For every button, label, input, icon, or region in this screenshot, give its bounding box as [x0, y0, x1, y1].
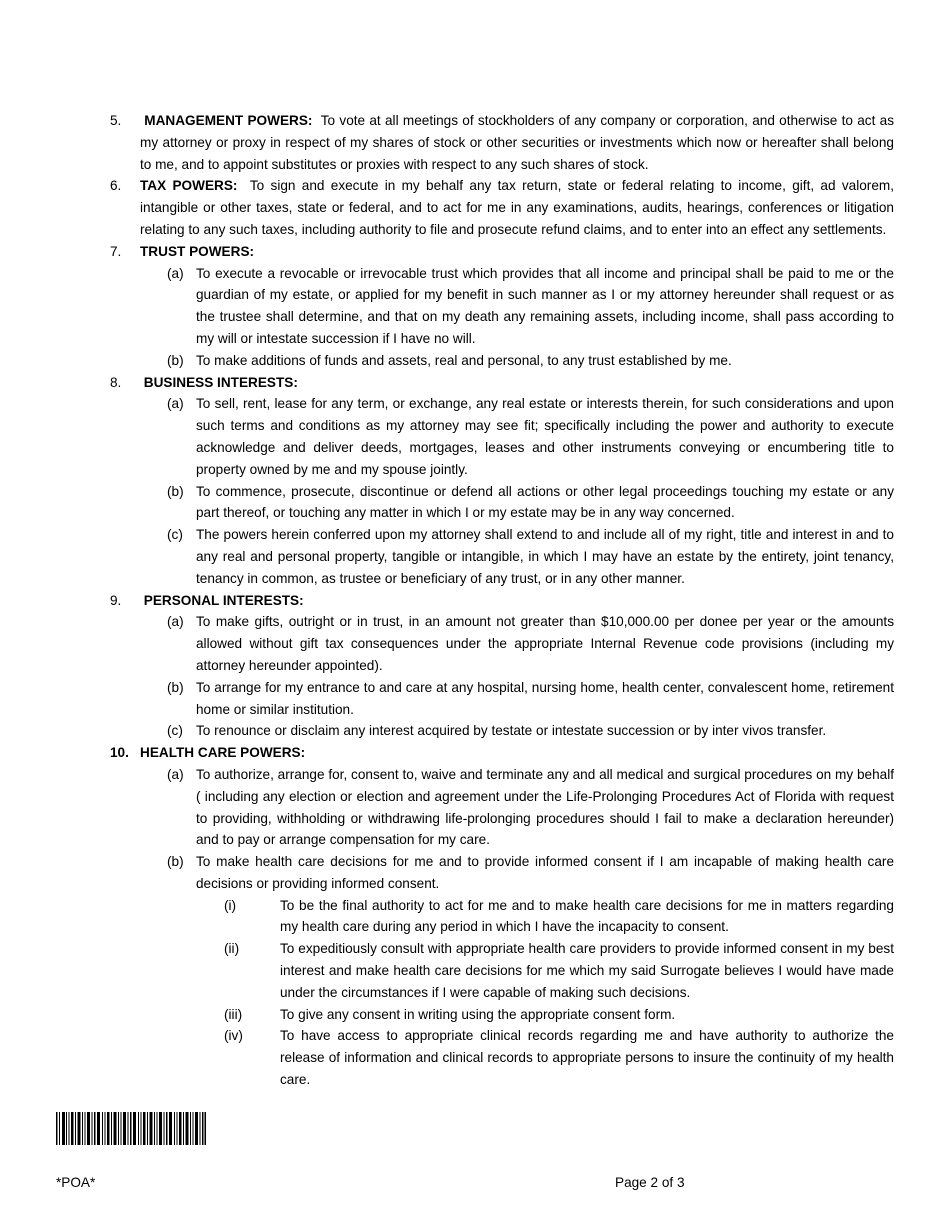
- item-label: (a): [167, 766, 184, 782]
- roman-list-item: [110, 1004, 894, 1026]
- section-business-interests: [110, 372, 894, 394]
- section-number: 5.: [110, 113, 122, 128]
- section-title: BUSINESS INTERESTS:: [143, 374, 298, 390]
- item-label: (ii): [224, 941, 240, 957]
- list-item: [110, 677, 894, 721]
- item-label: (c): [167, 723, 183, 739]
- list-item: [110, 263, 894, 350]
- section-text: [140, 113, 894, 172]
- section-number: 6.: [110, 178, 122, 194]
- item-label: (iii): [224, 1006, 243, 1022]
- section-tax-powers: [110, 175, 894, 240]
- item-text: To arrange for my entrance to and care at any hospital, nursing home, health center, convalescent home, retirement home or similar institution.: [196, 679, 894, 717]
- section-number: 7.: [110, 243, 122, 259]
- item-label: (b): [167, 483, 184, 499]
- list-item: [110, 524, 894, 589]
- list-item: [110, 350, 894, 372]
- document-body: [110, 110, 894, 1091]
- item-label: (a): [167, 265, 184, 281]
- list-item: [110, 720, 894, 742]
- item-text: To make gifts, outright or in trust, in an amount not greater than $10,000.00 per donee per year or the amounts allowed without gift tax consequences under the appropriate Internal Revenue code provisions (including my attorney hereunder appointed).: [196, 614, 894, 673]
- section-number: 10.: [110, 745, 129, 761]
- section-body: To vote at all meetings of stockholders of any company or corporation, and otherwise to act as my attorney or proxy in respect of my shares of stock or other securities or investments which now or hereafter shall belong to me, and to appoint substitutes or proxies with respect to any such shares of stock.: [140, 113, 894, 172]
- item-text: The powers herein conferred upon my attorney shall extend to and include all of my right, title and interest in and to any real and personal property, tangible or intangible, in which I may have an estate by the entirety, joint tenancy, tenancy in common, as trustee or beneficiary of any trust, or in any other manner.: [196, 527, 894, 586]
- roman-list-item: [110, 1025, 894, 1090]
- item-text: To make additions of funds and assets, real and personal, to any trust established by me.: [196, 352, 732, 368]
- item-text: To renounce or disclaim any interest acquired by testate or intestate succession or by inter vivos transfer.: [196, 723, 827, 739]
- section-title: TAX POWERS:: [140, 178, 238, 194]
- section-text: [140, 178, 894, 237]
- item-text: To expeditiously consult with appropriate health care providers to provide informed consent in my best interest and make health care decisions for me which my said Surrogate believes I would have made under the circumstances if I were capable of making such decisions.: [280, 941, 894, 1000]
- item-label: (iv): [224, 1028, 243, 1044]
- item-label: (c): [167, 527, 183, 543]
- section-number: 9.: [110, 592, 122, 608]
- item-text: To commence, prosecute, discontinue or defend all actions or other legal proceedings touching my estate or any part thereof, or touching any matter in which I or my estate may be in any way concerned.: [196, 483, 894, 521]
- section-title: HEALTH CARE POWERS:: [140, 745, 306, 761]
- item-text: To authorize, arrange for, consent to, waive and terminate any and all medical and surgical procedures on my behalf ( including any election or election and agreement under the Life-Prolonging Procedures Act of Florida with request to providing, withholding or withdrawing life-prolonging procedures should I fail to make a declaration hereunder) and to pay or arrange compensation for my care.: [196, 766, 894, 848]
- item-label: (a): [167, 614, 184, 630]
- section-title: MANAGEMENT POWERS:: [144, 113, 313, 128]
- item-text: To make health care decisions for me and to provide informed consent if I am incapable of making health care decisions or providing informed consent.: [196, 854, 894, 891]
- item-text: To be the final authority to act for me and to make health care decisions for me in matters regarding my health care during any period in which I have the incapacity to consent.: [280, 897, 894, 935]
- section-title: PERSONAL INTERESTS:: [143, 592, 304, 608]
- item-text: To sell, rent, lease for any term, or exchange, any real estate or interests therein, for such considerations and upon such terms and conditions as my attorney may see fit; specifically including the power and authority to execute acknowledge and deliver deeds, mortgages, leases and other instruments conveying or encumbering title to property owned by me and my spouse jointly.: [196, 396, 894, 477]
- list-item: [110, 393, 894, 480]
- list-item: [110, 481, 894, 525]
- section-health-care-powers: [110, 742, 894, 764]
- item-label: (b): [167, 679, 184, 695]
- list-item: [110, 611, 894, 676]
- section-trust-powers: [110, 241, 894, 263]
- page-number: Page 2 of 3: [615, 1175, 685, 1190]
- section-management-powers: [110, 110, 894, 175]
- item-text: To have access to appropriate clinical records regarding me and have authority to authorize the release of information and clinical records to appropriate persons to insure the continuity of my health care.: [280, 1028, 894, 1088]
- roman-list-item: [110, 938, 894, 1003]
- item-label: (a): [167, 396, 184, 412]
- section-personal-interests: [110, 590, 894, 612]
- list-item: [110, 851, 894, 895]
- item-label: (b): [167, 352, 184, 368]
- section-title: TRUST POWERS:: [140, 243, 255, 259]
- barcode-label: *POA*: [56, 1175, 96, 1190]
- barcode: [56, 1112, 206, 1145]
- item-text: To execute a revocable or irrevocable trust which provides that all income and principal shall be paid to me or the guardian of my estate, or applied for my benefit in such manner as I or my attorney hereunder shall request or as the trustee shall determine, and that on my death any remaining assets, including income, shall pass according to my will or intestate succession if I have no will.: [196, 265, 894, 346]
- item-label: (b): [167, 854, 184, 870]
- item-label: (i): [224, 897, 237, 913]
- section-number: 8.: [110, 374, 122, 390]
- item-text: To give any consent in writing using the appropriate consent form.: [280, 1006, 676, 1022]
- roman-list-item: [110, 895, 894, 939]
- section-body: To sign and execute in my behalf any tax return, state or federal relating to income, gift, ad valorem, intangible or other taxes, state or federal, and to act for me in any examinations, audits, hearings, conferences or litigation relating to any such taxes, including authority to file and prosecute refund claims, and to enter into an effect any settlements.: [140, 178, 894, 237]
- list-item: [110, 764, 894, 851]
